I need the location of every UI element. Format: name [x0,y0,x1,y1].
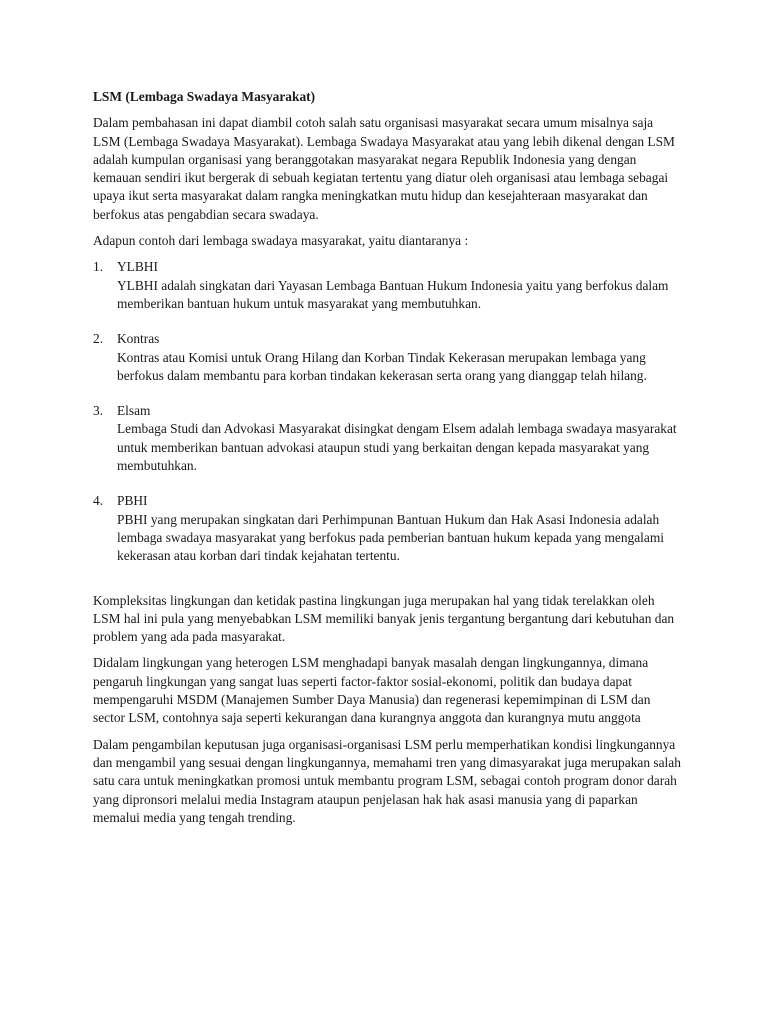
list-item-number: 1. [93,259,104,275]
list-intro: Adapun contoh dari lembaga swadaya masyarakat, yaitu diantaranya : [93,233,469,249]
body-paragraph: Kompleksitas lingkungan dan ketidak pastina lingkungan juga merupakan hal yang tidak terelakkan oleh LSM hal ini pula yang menyebabkan LSM memiliki banyak jenis tergantung bergantung dari kebutuhan dan problem yang ada pada masyarakat. [93,592,675,645]
list-item-title: PBHI [117,493,148,509]
list-item-text: YLBHI adalah singkatan dari Yayasan Lembaga Bantuan Hukum Indonesia yaitu yang berfokus dalam memberikan bantuan hukum untuk masyarakat yang membutuhkan. [117,277,669,311]
body-paragraph: Dalam pengambilan keputusan juga organisasi-organisasi LSM perlu memperhatikan kondisi lingkungannya dan mengambil yang sesuai dengan lingkungannya, memahami tren yang dimasyarakat juga merupakan salah satu cara untuk meningkatkan promosi untuk membantu program LSM, sebagai contoh program donor darah yang dipronsori melalui media Instagram ataupun penjelasan hak hak asasi manusia yang di paparkan memalui media yang tengah trending. [93,736,681,825]
list-item-title: Kontras [117,331,160,347]
intro-paragraph: Dalam pembahasan ini dapat diambil cotoh salah satu organisasi masyarakat secara umum misalnya saja LSM (Lembaga Swadaya Masyarakat). Lembaga Swadaya Masyarakat atau yang lebih dikenal dengan LSM adalah kumpulan organisasi yang beranggotakan masyarakat negara Republik Indonesia yang dengan kemauan sendiri ikut bergerak di sebuah kegiatan tertentu yang diatur oleh organisasi atau lembaga sebagai upaya ikut serta masyarakat dalam rangka meningkatkan mutu hidup dan kesejahteraan masyarakat dan berfokus atas pengabdian secara swadaya. [93,115,675,222]
document-page [93,88,683,835]
list-item-text: Lembaga Studi dan Advokasi Masyarakat disingkat dengam Elsem adalah lembaga swadaya masyarakat untuk memberikan bantuan advokasi ataupun studi yang berkaitan dengan kepada masyarakat yang membutuhkan. [117,421,677,474]
list-item [93,330,683,385]
list-item-number: 4. [93,493,104,509]
body-paragraph: Didalam lingkungan yang heterogen LSM menghadapi banyak masalah dengan lingkungannya, dimana pengaruh lingkungan yang sangat luas seperti factor-faktor sosial-ekonomi, politik dan budaya dapat mempengaruhi MSDM (Manajemen Sumber Daya Manusia) dan regenerasi kepemimpinan di LSM dan sector LSM, contohnya saja seperti kekurangan dana kurangnya anggota dan kurangnya mutu anggota [93,655,651,726]
list-item-text: Kontras atau Komisi untuk Orang Hilang dan Korban Tindak Kekerasan merupakan lembaga yang berfokus dalam membantu para korban tindakan kekerasan serta orang yang dianggap telah hilang. [117,349,647,383]
list-item [93,258,683,313]
list-item-title: Elsam [117,403,151,419]
organization-list [93,258,683,565]
list-item-number: 2. [93,331,104,347]
list-item-text: PBHI yang merupakan singkatan dari Perhimpunan Bantuan Hukum dan Hak Asasi Indonesia adalah lembaga swadaya masyarakat yang berfokus pada pemberian bantuan hukum kepada yang mengalami kekerasan atau korban dari tindak kejahatan tertentu. [117,511,664,564]
list-item [93,402,683,475]
list-item [93,492,683,565]
list-item-title: YLBHI [117,259,158,275]
document-title: LSM (Lembaga Swadaya Masyarakat) [93,89,316,104]
list-item-number: 3. [93,403,104,419]
section-spacer [93,566,683,592]
